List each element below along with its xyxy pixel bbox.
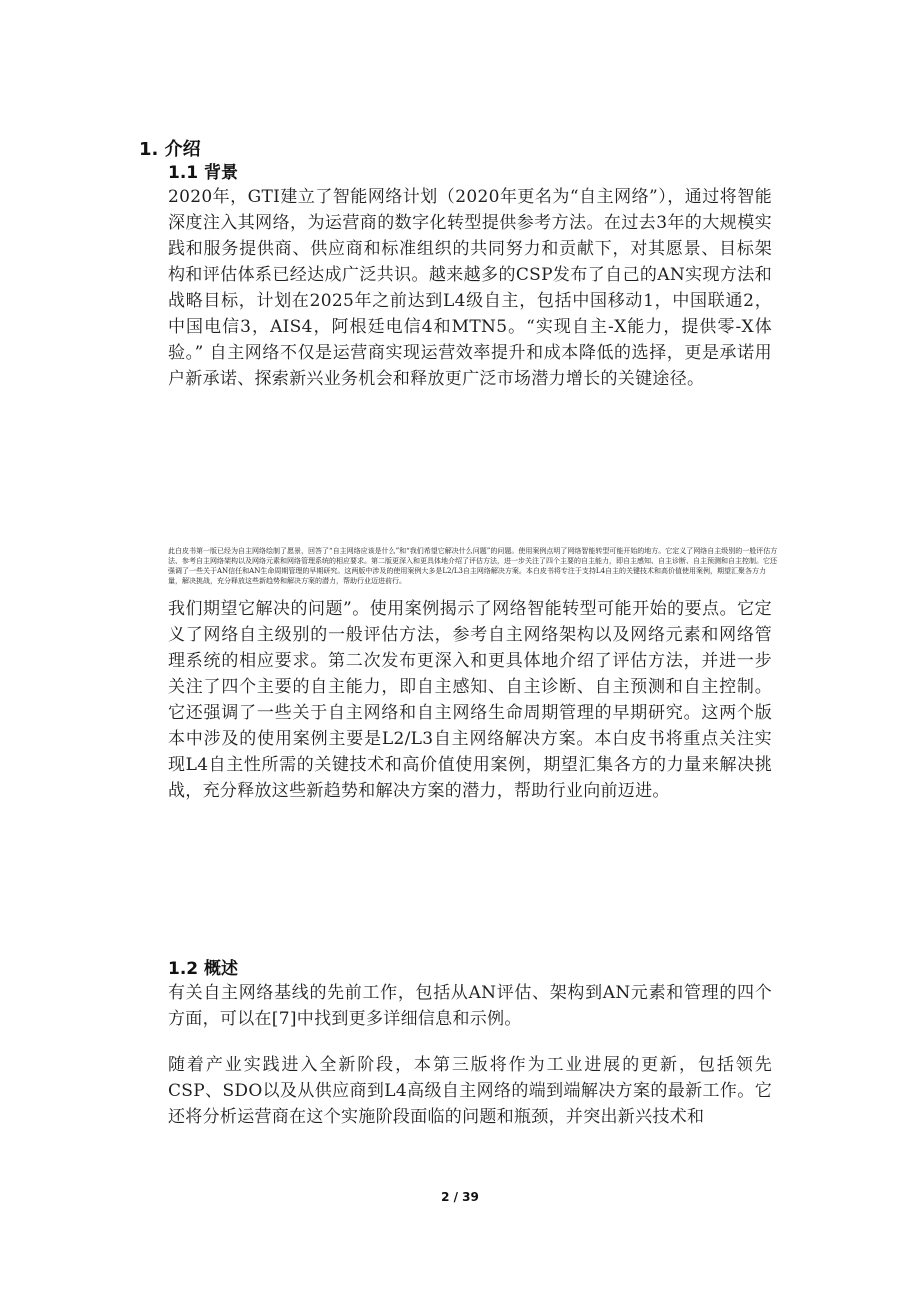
paragraph-third-edition: 随着产业实践进入全新阶段，本第三版将作为工业进展的更新，包括领先CSP、SDO以及从供应商到L4高级自主网络的端到端解决方案的最新工作。它还将分析运营商在这个实施阶段面临的问题和瓶颈，并突出新兴技术和 bbox=[168, 1055, 772, 1127]
section-title: 1. 介绍 bbox=[139, 139, 201, 160]
paragraph-previous-editions: 我们期望它解决的问题”。使用案例揭示了网络智能转型可能开始的要点。它定义了网络自主级别的一般评估方法，参考自主网络架构以及网络元素和网络管理系统的相应要求。第二次发布更深入和更具体地介绍了评估方法，并进一步关注了四个主要的自主能力，即自主感知、自主诊断、自主预测和自主控制。它还强调了一些关于自主网络和自主网络生命周期管理的早期研究。这两个版本中涉及的使用案例主要是L2/L3自主网络解决方案。本白皮书将重点关注实现L4自主性所需的关键技术和高价值使用案例，期望汇集各方的力量来解决挑战，充分释放这些新趋势和解决方案的潜力，帮助行业向前迈进。 bbox=[168, 599, 772, 801]
subsection-title-background: 1.1 背景 bbox=[168, 163, 239, 183]
paragraph-background: 2020年，GTI建立了智能网络计划（2020年更名为“自主网络”），通过将智能深度注入其网络，为运营商的数字化转型提供参考方法。在过去3年的大规模实践和服务提供商、供应商和标准组织的共同努力和贡献下，对其愿景、目标架构和评估体系已经达成广泛共识。越来越多的CSP发布了自己的AN实现方法和战略目标，计划在2025年之前达到L4级自主，包括中国移动1，中国联通2，中国电信3，AIS4，阿根廷电信4和MTN5。“实现自主-X能力，提供零-X体验。” 自主网络不仅是运营商实现运营效率提升和成本降低的选择，更是承诺用户新承诺、探索新兴业务机会和释放更广泛市场潜力增长的关键途径。 bbox=[168, 187, 772, 389]
page-number: 2 / 39 bbox=[441, 1190, 479, 1204]
paragraph-overview: 有关自主网络基线的先前工作，包括从AN评估、架构到AN元素和管理的四个方面，可以在[7]中找到更多详细信息和示例。 bbox=[168, 983, 772, 1029]
small-print-note: 此白皮书第一版已经为自主网络绘制了愿景，回答了“自主网络应该是什么”和“我们希望它解决什么问题”的问题。使用案例点明了网络智能转型可能开始的地方。它定义了网络自主级别的一般评估方法、参考自主网络架构以及网络元素和网络管理系统的相应要求。第二版更深入和更具体地介绍了评估方法，进一步关注了四个主要的自主能力，即自主感知、自主诊断、自主预测和自主控制。它还强调了一些关于AN信任和AN生命周期管理的早期研究。这两版中涉及的使用案例大多是L2/L3自主网络解决方案。本白皮书将专注于支持L4自主的关键技术和高价值使用案例，期望汇聚各方力量，解决挑战，充分释放这些新趋势和解决方案的潜力，帮助行业迈进前行。 bbox=[168, 547, 778, 585]
subsection-title-overview: 1.2 概述 bbox=[168, 959, 239, 979]
